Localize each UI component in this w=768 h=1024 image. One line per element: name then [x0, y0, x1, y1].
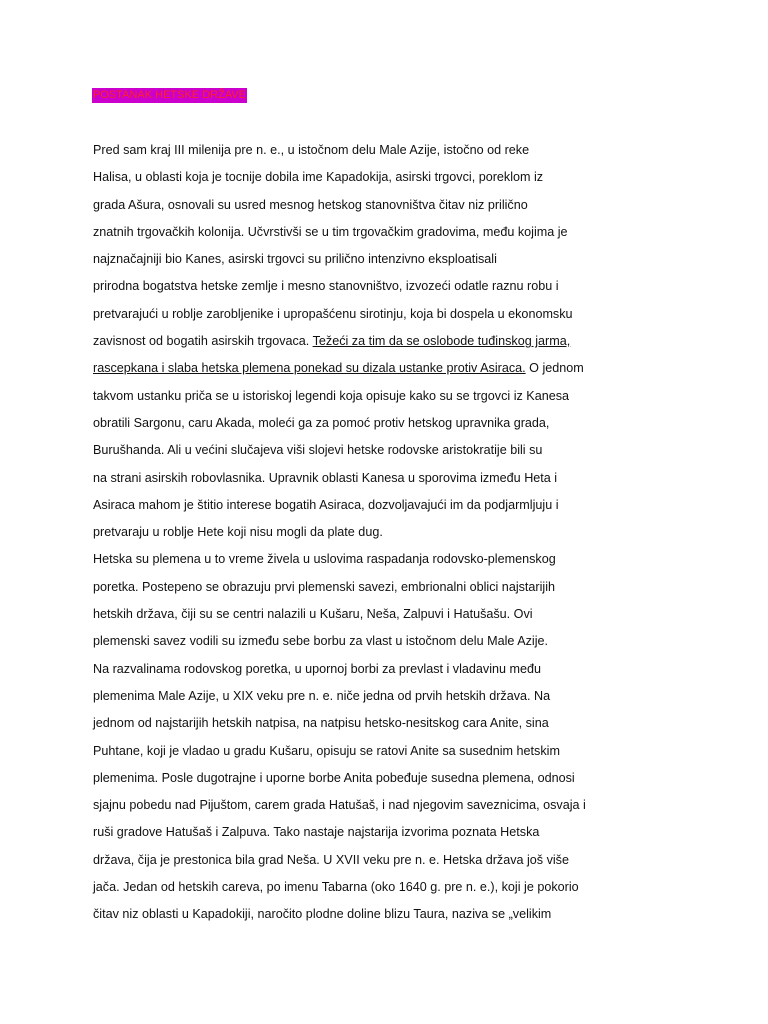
- text-line: [93, 792, 693, 819]
- text-segment: država, čija je prestonica bila grad Neša. U XVII veku pre n. e. Hetska država još više: [93, 852, 569, 867]
- text-segment: plemenima. Posle dugotrajne i uporne borbe Anita pobeđuje susedna plemena, odnosi: [93, 770, 575, 785]
- text-segment: sjajnu pobedu nad Pijuštom, carem grada Hatušaš, i nad njegovim saveznicima, osvaja i: [93, 798, 586, 813]
- text-line: [93, 137, 693, 164]
- text-segment: poretka. Postepeno se obrazuju prvi plemenski savezi, embrionalni oblici najstarijih: [93, 579, 556, 594]
- text-line: [93, 601, 693, 628]
- text-segment: pretvaraju u roblje Hete koji nisu mogli da plate dug.: [93, 525, 383, 540]
- text-line: [93, 683, 693, 710]
- text-line: [93, 710, 693, 737]
- text-segment: znatnih trgovačkih kolonija. Učvrstivši se u tim trgovačkim gradovima, među kojima je: [93, 224, 568, 239]
- text-line: [93, 465, 693, 492]
- text-line: [93, 328, 693, 355]
- document-heading: POSTANAK HETSKE DRŽAVE: [93, 89, 247, 101]
- text-line: [93, 574, 693, 601]
- text-line: [93, 273, 693, 300]
- text-line: [93, 519, 693, 546]
- text-segment: prirodna bogatstva hetske zemlje i mesno stanovništvo, izvozeći odatle raznu robu i: [93, 279, 559, 294]
- text-line: [93, 847, 693, 874]
- text-segment: Burušhanda. Ali u većini slučajeva viši slojevi hetske rodovske aristokratije bili su: [93, 443, 543, 458]
- text-line: [93, 738, 693, 765]
- text-line: [93, 246, 693, 273]
- text-segment: ruši gradove Hatušaš i Zalpuva. Tako nastaje najstarija izvorima poznata Hetska: [93, 825, 540, 840]
- text-segment: grada Ašura, osnovali su usred mesnog hetskog stanovništva čitav niz prilično: [93, 197, 528, 212]
- text-segment: Hetska su plemena u to vreme živela u uslovima raspadanja rodovsko-plemenskog: [93, 552, 556, 567]
- text-segment: jednom od najstarijih hetskih natpisa, na natpisu hetsko-nesitskog cara Anite, sina: [93, 716, 549, 731]
- text-segment: na strani asirskih robovlasnika. Upravnik oblasti Kanesa u sporovima između Heta i: [93, 470, 558, 485]
- document-body: [93, 137, 693, 929]
- text-segment: O jednom: [525, 361, 584, 376]
- text-line: [93, 192, 693, 219]
- text-segment: zavisnost od bogatih asirskih trgovaca.: [93, 334, 313, 349]
- text-segment: Halisa, u oblasti koja je tocnije dobila ime Kapadokija, asirski trgovci, poreklom iz: [93, 170, 544, 185]
- text-line: [93, 874, 693, 901]
- text-segment: Puhtane, koji je vladao u gradu Kušaru, opisuju se ratovi Anite sa susednim hetskim: [93, 743, 560, 758]
- text-line: [93, 492, 693, 519]
- text-segment: plemenima Male Azije, u XIX veku pre n. e. niče jedna od prvih hetskih država. Na: [93, 688, 551, 703]
- text-segment: takvom ustanku priča se u istoriskoj legendi koja opisuje kako su se trgovci iz Kanesa: [93, 388, 570, 403]
- underlined-text: rascepkana i slaba hetska plemena ponekad su dizala ustanke protiv Asiraca.: [93, 361, 526, 376]
- text-segment: obratili Sargonu, caru Akada, moleći ga za pomoć protiv hetskog upravnika grada,: [93, 415, 550, 430]
- text-segment: pretvarajući u roblje zarobljenike i upropašćenu sirotinju, koja bi dospela u ekonomsku: [93, 306, 573, 321]
- text-segment: jača. Jedan od hetskih careva, po imenu Tabarna (oko 1640 g. pre n. e.), koji je pokorio: [93, 880, 579, 895]
- text-segment: čitav niz oblasti u Kapadokiji, naročito plodne doline blizu Taura, naziva se „velikim: [93, 907, 552, 922]
- text-segment: Na razvalinama rodovskog poretka, u upornoj borbi za prevlast i vladavinu među: [93, 661, 542, 676]
- text-segment: Pred sam kraj III milenija pre n. e., u istočnom delu Male Azije, istočno od reke: [93, 143, 530, 157]
- text-segment: plemenski savez vodili su između sebe borbu za vlast u istočnom delu Male Azije.: [93, 634, 548, 649]
- text-line: [93, 765, 693, 792]
- text-line: [93, 819, 693, 846]
- text-line: [93, 219, 693, 246]
- text-line: [93, 355, 693, 382]
- underlined-text: Težeći za tim da se oslobode tuđinskog jarma,: [312, 334, 571, 349]
- text-line: [93, 164, 693, 191]
- text-line: [93, 301, 693, 328]
- text-segment: Asiraca mahom je štitio interese bogatih Asiraca, dozvoljavajući im da podjarmljuju i: [93, 497, 559, 512]
- text-segment: hetskih država, čiji su se centri nalazili u Kušaru, Neša, Zalpuvi i Hatušašu. Ovi: [93, 607, 533, 622]
- text-line: [93, 656, 693, 683]
- text-line: [93, 628, 693, 655]
- text-line: [93, 901, 693, 928]
- text-line: [93, 437, 693, 464]
- text-line: [93, 383, 693, 410]
- text-line: [93, 546, 693, 573]
- text-segment: najznačajniji bio Kanes, asirski trgovci su prilično intenzivno eksploatisali: [93, 252, 497, 267]
- text-line: [93, 410, 693, 437]
